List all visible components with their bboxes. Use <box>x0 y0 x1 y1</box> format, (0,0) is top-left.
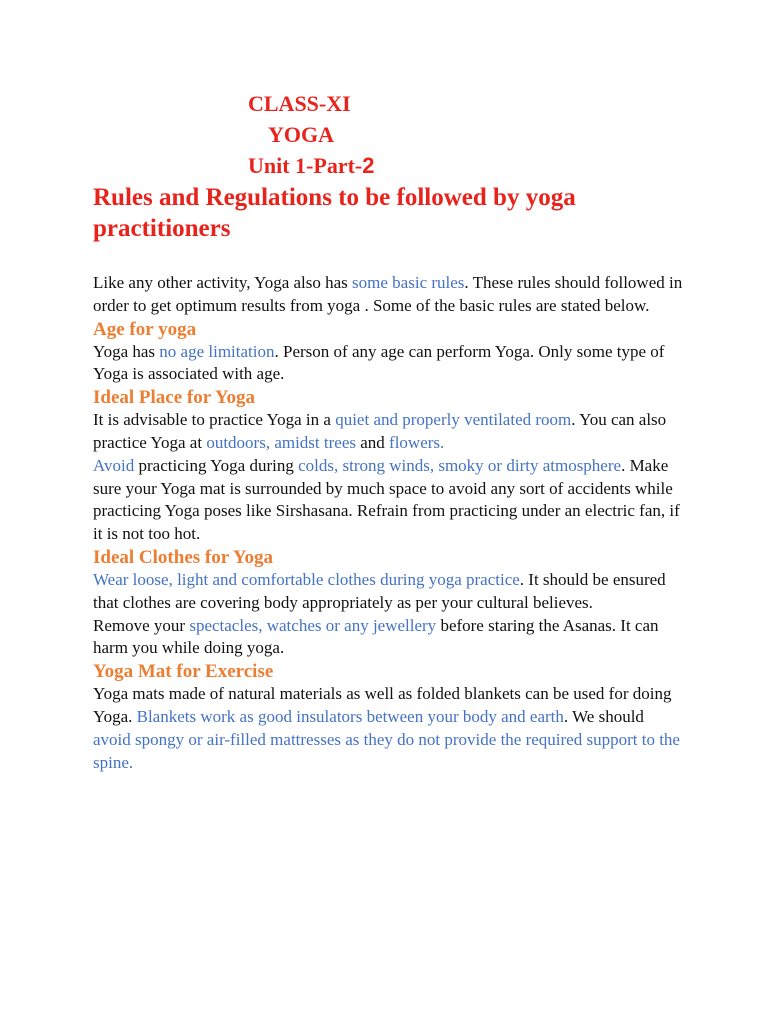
clothes-paragraph-1 <box>93 569 683 615</box>
place-heading: Ideal Place for Yoga <box>93 387 256 409</box>
class-heading: CLASS-XI <box>248 91 351 116</box>
place-text-4: practicing Yoga during <box>134 455 299 475</box>
place-text-1: It is advisable to practice Yoga in a <box>93 410 336 430</box>
place-text-2: . You can also practice Yoga at <box>93 410 667 452</box>
page-title: Rules and Regulations to be followed by yoga practitioners <box>93 184 576 242</box>
age-heading: Age for yoga <box>93 318 197 340</box>
mat-highlight-3: . <box>128 752 134 772</box>
mat-text-1: Yoga mats made of natural materials as well as folded blankets can be used for doing Yoga. <box>93 684 672 726</box>
clothes-heading: Ideal Clothes for Yoga <box>93 546 273 568</box>
place-paragraph-2 <box>93 455 683 546</box>
age-text-2: . Person of any age can perform Yoga. Only some type of Yoga is associated with age. <box>93 341 665 384</box>
clothes-text-1: . It should be ensured that clothes are covering body appropriately as per your cultural believes. <box>93 569 666 612</box>
mat-text-2: . We should <box>563 706 644 726</box>
mat-paragraph <box>93 683 683 774</box>
age-text-1: Yoga has <box>93 341 160 361</box>
unit-heading-prefix: Unit 1-Part- <box>248 153 363 178</box>
age-paragraph <box>93 341 683 387</box>
intro-text-2: . These rules should followed in order to get optimum results from yoga . Some of the basic rules are stated below. <box>93 273 683 315</box>
age-highlight-1: no age limitation <box>159 341 275 361</box>
mat-highlight-1: Blankets work as good insulators between your body and earth <box>136 706 564 726</box>
place-text-3: and <box>355 432 390 452</box>
place-highlight-1: quiet and properly ventilated room <box>335 410 572 430</box>
mat-highlight-2: avoid spongy or air-filled mattresses as they do not provide the required support to the spine <box>93 729 680 772</box>
intro-highlight-1: some basic rules <box>352 273 465 292</box>
unit-heading-number: 2 <box>362 153 375 178</box>
clothes-text-3: before staring the Asanas. It can harm you while doing yoga. <box>93 615 659 658</box>
mat-heading: Yoga Mat for Exercise <box>93 661 274 683</box>
subject-heading: YOGA <box>268 122 334 147</box>
place-avoid-highlight: Avoid <box>93 455 135 475</box>
clothes-paragraph-2 <box>93 615 683 661</box>
unit-heading <box>248 152 375 180</box>
clothes-highlight-1: Wear loose, light and comfortable clothes during yoga practice <box>93 569 520 589</box>
intro-paragraph <box>93 272 683 318</box>
place-highlight-2: outdoors, amidst trees <box>206 432 356 452</box>
clothes-highlight-2: spectacles, watches or any jewellery <box>189 615 437 635</box>
place-highlight-3: flowers. <box>389 432 445 452</box>
place-paragraph-1 <box>93 409 683 455</box>
place-highlight-4: colds, strong winds, smoky or dirty atmosphere <box>298 455 622 475</box>
place-text-5: . Make sure your Yoga mat is surrounded by much space to avoid any sort of accidents while practicing Yoga poses like Sirshasana. Refrain from practicing under an electric fan, if it is not too hot. <box>93 455 680 544</box>
document-body <box>93 272 683 774</box>
clothes-text-2: Remove your <box>93 615 190 635</box>
intro-text-1: Like any other activity, Yoga also has <box>93 273 353 292</box>
